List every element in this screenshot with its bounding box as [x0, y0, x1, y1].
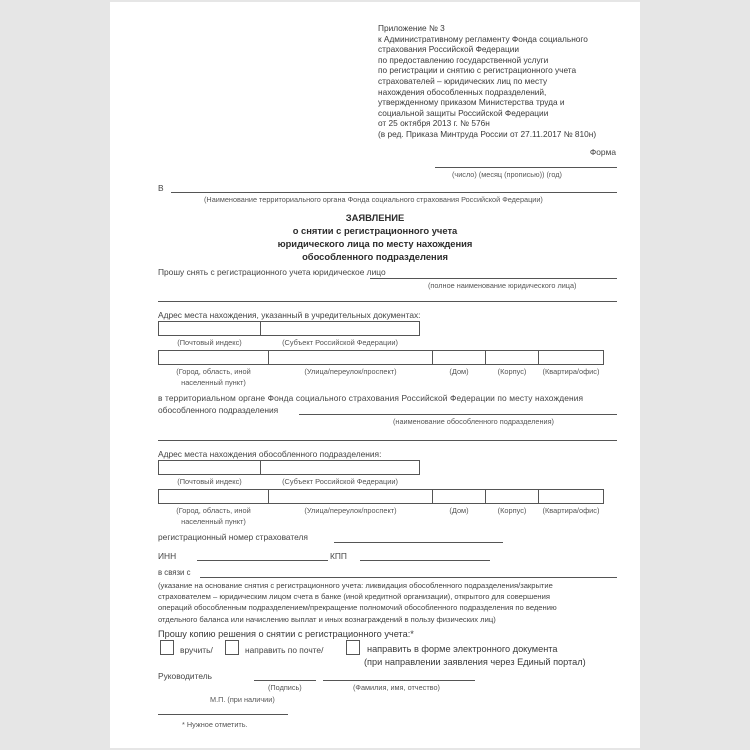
send-electronic-note: (при направлении заявления через Единый портал)	[364, 657, 586, 667]
recipient-caption: (Наименование территориального органа Фонда социального страхования Российской Федерации)	[204, 195, 543, 204]
reason-note-line: страхователем – юридическим лицом счета в банке (иной кредитной организации), открытого для совершения	[158, 592, 550, 602]
date-caption: (число) (месяц (прописью)) (год)	[452, 170, 562, 179]
postal-code-label: (Почтовый индекс)	[177, 338, 242, 347]
legal-entity-name-field-2[interactable]	[158, 301, 617, 302]
document-subtitle: обособленного подразделения	[302, 251, 448, 262]
branch-city-label-line1: (Город, область, иной	[176, 506, 251, 515]
document-subtitle: о снятии с регистрационного учета	[292, 225, 458, 236]
street-input[interactable]	[268, 350, 433, 365]
reg-number-label: регистрационный номер страхователя	[158, 532, 308, 542]
house-label: (Дом)	[449, 367, 469, 376]
city-input[interactable]	[158, 350, 269, 365]
footnote-separator	[158, 714, 288, 715]
branch-apartment-input[interactable]	[538, 489, 604, 504]
branch-name-field-2[interactable]	[158, 440, 617, 441]
city-label	[158, 366, 269, 388]
header-line: к Административному регламенту Фонда социального	[378, 33, 588, 44]
branch-region-input[interactable]	[260, 460, 420, 475]
date-field[interactable]	[435, 167, 617, 168]
header-line: страхования Российской Федерации	[378, 44, 520, 55]
stamp-label: М.П. (при наличии)	[210, 695, 275, 704]
branch-street-input[interactable]	[268, 489, 433, 504]
header-line: (в ред. Приказа Минтруда России от 27.11.2017 № 810н)	[378, 128, 597, 139]
header-line: от 25 октября 2013 г. № 576н	[378, 118, 490, 129]
kpp-field[interactable]	[360, 560, 490, 561]
recipient-field[interactable]	[171, 192, 617, 193]
inn-field[interactable]	[197, 560, 328, 561]
header-line: социальной защиты Российской Федерации	[378, 107, 549, 118]
house-input[interactable]	[432, 350, 486, 365]
full-name-field[interactable]	[323, 680, 475, 681]
branch-house-input[interactable]	[432, 489, 486, 504]
header-line: утвержденному приказом Министерства труда и	[378, 97, 565, 108]
reason-label: в связи с	[158, 568, 191, 577]
header-line: Приложение № 3	[378, 23, 445, 33]
send-by-mail-checkbox[interactable]	[225, 640, 239, 655]
request-text: Прошу снять с регистрационного учета юридическое лицо	[158, 267, 386, 277]
deliver-in-person-checkbox[interactable]	[160, 640, 174, 655]
head-label: Руководитель	[158, 671, 212, 681]
branch-postal-code-label: (Почтовый индекс)	[177, 477, 242, 486]
branch-address-heading: Адрес места нахождения обособленного подразделения:	[158, 449, 382, 459]
appendix-header	[378, 23, 596, 140]
footnote: * Нужное отметить.	[182, 720, 248, 729]
branch-building-label: (Корпус)	[497, 506, 527, 515]
reason-note	[158, 580, 618, 625]
document-subtitle: юридического лица по месту нахождения	[277, 238, 473, 249]
branch-postal-code-input[interactable]	[158, 460, 261, 475]
send-by-mail-label: направить по почте/	[245, 645, 324, 655]
region-input[interactable]	[260, 321, 420, 336]
deliver-in-person-label: вручить/	[180, 645, 213, 655]
branch-text-line2: обособленного подразделения	[158, 405, 279, 415]
branch-text-line1: в территориальном органе Фонда социального страхования Российской Федерации по месту нахождения	[158, 393, 584, 403]
branch-building-input[interactable]	[485, 489, 539, 504]
branch-city-label-line2: населенный пункт)	[181, 517, 246, 526]
postal-code-input[interactable]	[158, 321, 261, 336]
branch-name-caption: (наименование обособленного подразделения)	[393, 417, 554, 426]
send-electronic-label: направить в форме электронного документа	[367, 644, 558, 654]
apartment-label: (Квартира/офис)	[542, 367, 600, 376]
branch-region-label: (Субъект Российской Федерации)	[282, 477, 398, 486]
signature-field[interactable]	[254, 680, 316, 681]
region-label: (Субъект Российской Федерации)	[282, 338, 398, 347]
copy-request-text: Прошу копию решения о снятии с регистрационного учета:*	[158, 629, 414, 639]
street-label: (Улица/переулок/проспект)	[304, 367, 397, 376]
header-line: нахождения обособленных подразделений,	[378, 86, 547, 97]
reason-note-line: отдельного баланса или начислению выплат и иных вознаграждений в пользу физических лиц)	[158, 614, 496, 624]
legal-address-heading: Адрес места нахождения, указанный в учредительных документах:	[158, 310, 421, 320]
city-label-line1: (Город, область, иной	[176, 367, 251, 376]
apartment-input[interactable]	[538, 350, 604, 365]
reason-field[interactable]	[200, 577, 617, 578]
reason-note-line: операций обособленным подразделением/прекращение полномочий обособленного подразделения по ведению	[158, 603, 557, 613]
reg-number-field[interactable]	[334, 542, 503, 543]
building-input[interactable]	[485, 350, 539, 365]
branch-name-field[interactable]	[299, 414, 617, 415]
reason-note-line: (указание на основание снятия с регистрационного учета: ликвидация обособленного подразделения/закрытие	[158, 581, 553, 590]
building-label: (Корпус)	[497, 367, 527, 376]
form-page	[110, 2, 640, 748]
full-name-caption: (Фамилия, имя, отчество)	[353, 683, 440, 692]
kpp-label: КПП	[330, 551, 347, 561]
recipient-prefix: В	[158, 183, 164, 193]
legal-entity-caption: (полное наименование юридического лица)	[428, 281, 577, 290]
branch-house-label: (Дом)	[449, 506, 469, 515]
city-label-line2: населенный пункт)	[181, 378, 246, 387]
send-electronic-checkbox[interactable]	[346, 640, 360, 655]
header-line: страхователей – юридических лиц по месту	[378, 75, 548, 86]
document-title: ЗАЯВЛЕНИЕ	[345, 212, 405, 223]
branch-city-input[interactable]	[158, 489, 269, 504]
legal-entity-name-field[interactable]	[370, 278, 617, 279]
inn-label: ИНН	[158, 551, 177, 561]
header-line: по регистрации и снятию с регистрационного учета	[378, 65, 577, 76]
branch-apartment-label: (Квартира/офис)	[542, 506, 600, 515]
branch-city-label	[158, 505, 269, 527]
form-label: Форма	[589, 147, 616, 157]
branch-street-label: (Улица/переулок/проспект)	[304, 506, 397, 515]
signature-caption: (Подпись)	[268, 683, 302, 692]
header-line: по предоставлению государственной услуги	[378, 54, 549, 65]
